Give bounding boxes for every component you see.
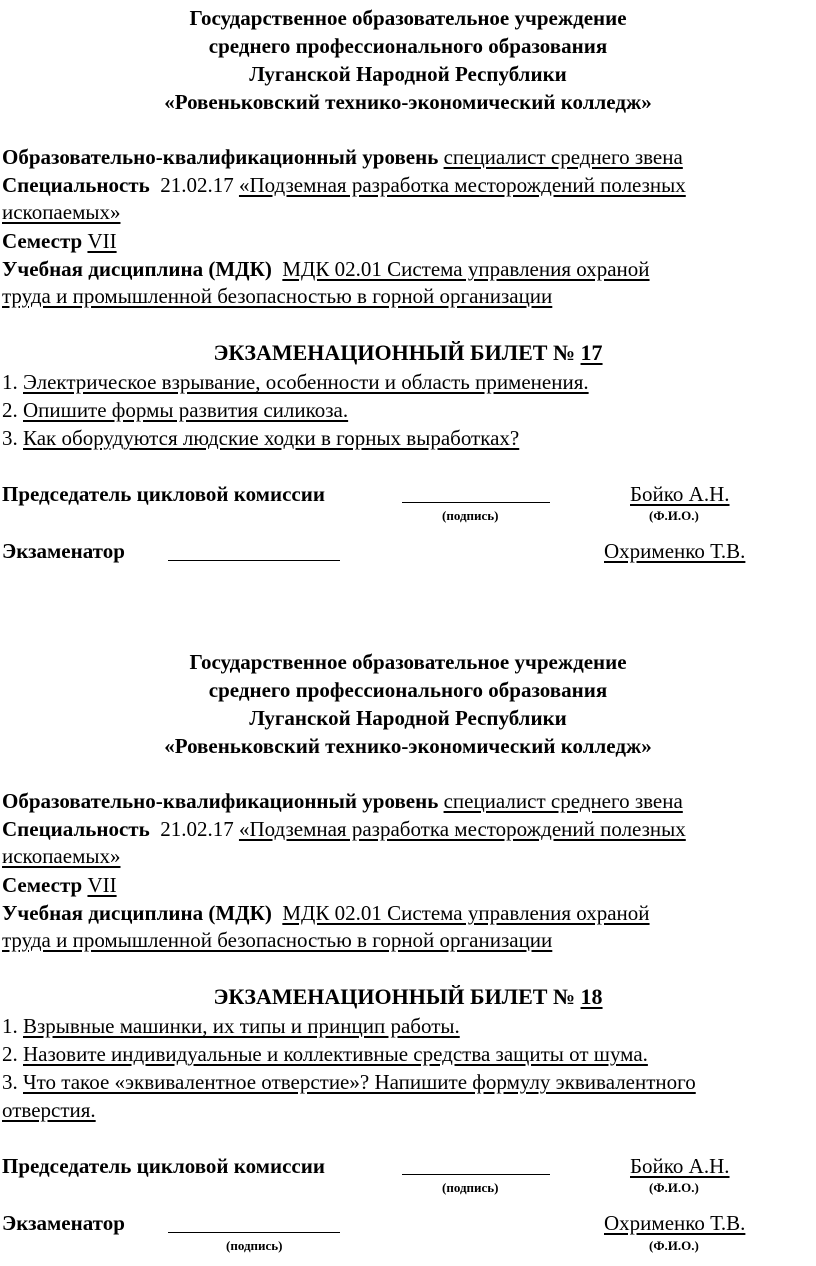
institution-line: Государственное образовательное учреждение	[189, 6, 627, 30]
signature-caption: (подпись)	[442, 508, 499, 523]
ticket-number: 18	[580, 984, 603, 1009]
discipline-value: МДК 02.01 Система управления охраной	[282, 901, 650, 925]
discipline-value-cont: труда и промышленной безопасностью в горной организации	[2, 928, 553, 952]
question-text: Электрическое взрывание, особенности и область применения.	[23, 370, 589, 394]
examiner-signature-line	[168, 1232, 340, 1233]
specialty-row	[2, 815, 686, 843]
chair-signature-line	[402, 502, 550, 503]
semester-value: VII	[87, 873, 117, 897]
question-item	[2, 424, 519, 452]
question-text-cont: отверстия.	[2, 1098, 96, 1122]
qualification-level-row	[2, 787, 683, 815]
question-number: 2.	[2, 1042, 18, 1066]
question-item	[2, 368, 589, 396]
qualification-level-value: специалист среднего звена	[443, 789, 683, 813]
institution-line: Луганской Народной Республики	[249, 62, 567, 86]
ticket-title-text: ЭКЗАМЕНАЦИОННЫЙ БИЛЕТ №	[213, 984, 576, 1009]
qualification-level-label: Образовательно-квалификационный уровень	[2, 789, 439, 813]
discipline-row-cont	[2, 282, 552, 310]
chair-label: Председатель цикловой комиссии	[2, 482, 325, 506]
question-text: Как оборудуются людские ходки в горных выработках?	[23, 426, 520, 450]
question-number: 3.	[2, 426, 18, 450]
institution-line: среднего профессионального образования	[208, 34, 608, 58]
discipline-value: МДК 02.01 Система управления охраной	[282, 257, 650, 281]
specialty-row	[2, 171, 686, 199]
qualification-level-label: Образовательно-квалификационный уровень	[2, 145, 439, 169]
qualification-level-value: специалист среднего звена	[443, 145, 683, 169]
question-number: 1.	[2, 370, 18, 394]
specialty-label: Специальность	[2, 817, 150, 841]
institution-line: Луганской Народной Республики	[249, 706, 567, 730]
institution-line: Государственное образовательное учреждение	[189, 650, 627, 674]
question-item	[2, 1040, 648, 1068]
question-text: Что такое «эквивалентное отверстие»? Напишите формулу эквивалентного	[23, 1070, 696, 1094]
ticket-title-text: ЭКЗАМЕНАЦИОННЫЙ БИЛЕТ №	[213, 340, 576, 365]
question-number: 2.	[2, 398, 18, 422]
examiner-name: Охрименко Т.В.	[604, 539, 746, 563]
semester-row	[2, 871, 117, 899]
examiner-signature-line	[168, 560, 340, 561]
discipline-label: Учебная дисциплина (МДК)	[2, 901, 272, 925]
chair-signature-line	[402, 1174, 550, 1175]
institution-line: среднего профессионального образования	[208, 678, 608, 702]
question-number: 1.	[2, 1014, 18, 1038]
question-text: Назовите индивидуальные и коллективные средства защиты от шума.	[23, 1042, 648, 1066]
specialty-value: «Подземная разработка месторождений полезных	[238, 173, 686, 197]
examiner-label: Экзаменатор	[2, 539, 125, 563]
institution-line: «Ровеньковский технико-экономический колледж»	[164, 734, 652, 758]
ticket-number: 17	[580, 340, 603, 365]
specialty-code: 21.02.17	[160, 173, 234, 197]
semester-label: Семестр	[2, 873, 83, 897]
specialty-row-cont	[2, 842, 120, 870]
specialty-value-cont: ископаемых»	[2, 844, 121, 868]
discipline-row	[2, 255, 650, 283]
specialty-code: 21.02.17	[160, 817, 234, 841]
question-text: Взрывные машинки, их типы и принцип работы.	[23, 1014, 460, 1038]
specialty-row-cont	[2, 198, 120, 226]
qualification-level-row	[2, 143, 683, 171]
discipline-row-cont	[2, 926, 552, 954]
question-item	[2, 1012, 460, 1040]
discipline-row	[2, 899, 650, 927]
fio-caption: (Ф.И.О.)	[649, 1238, 699, 1253]
institution-line: «Ровеньковский технико-экономический колледж»	[164, 90, 652, 114]
question-text: Опишите формы развития силикоза.	[23, 398, 349, 422]
question-number: 3.	[2, 1070, 18, 1094]
ticket-title	[0, 339, 816, 367]
question-item	[2, 1068, 696, 1096]
specialty-value-cont: ископаемых»	[2, 200, 121, 224]
signature-caption: (подпись)	[226, 1238, 283, 1253]
discipline-value-cont: труда и промышленной безопасностью в горной организации	[2, 284, 553, 308]
semester-value: VII	[87, 229, 117, 253]
examiner-name: Охрименко Т.В.	[604, 1211, 746, 1235]
question-item	[2, 396, 348, 424]
chair-name: Бойко А.Н.	[630, 482, 730, 506]
examiner-label: Экзаменатор	[2, 1211, 125, 1235]
question-item-cont	[2, 1096, 96, 1124]
specialty-label: Специальность	[2, 173, 150, 197]
semester-row	[2, 227, 117, 255]
specialty-value: «Подземная разработка месторождений полезных	[238, 817, 686, 841]
fio-caption: (Ф.И.О.)	[649, 1180, 699, 1195]
ticket-title	[0, 983, 816, 1011]
chair-label: Председатель цикловой комиссии	[2, 1154, 325, 1178]
discipline-label: Учебная дисциплина (МДК)	[2, 257, 272, 281]
signature-caption: (подпись)	[442, 1180, 499, 1195]
fio-caption: (Ф.И.О.)	[649, 508, 699, 523]
semester-label: Семестр	[2, 229, 83, 253]
chair-name: Бойко А.Н.	[630, 1154, 730, 1178]
